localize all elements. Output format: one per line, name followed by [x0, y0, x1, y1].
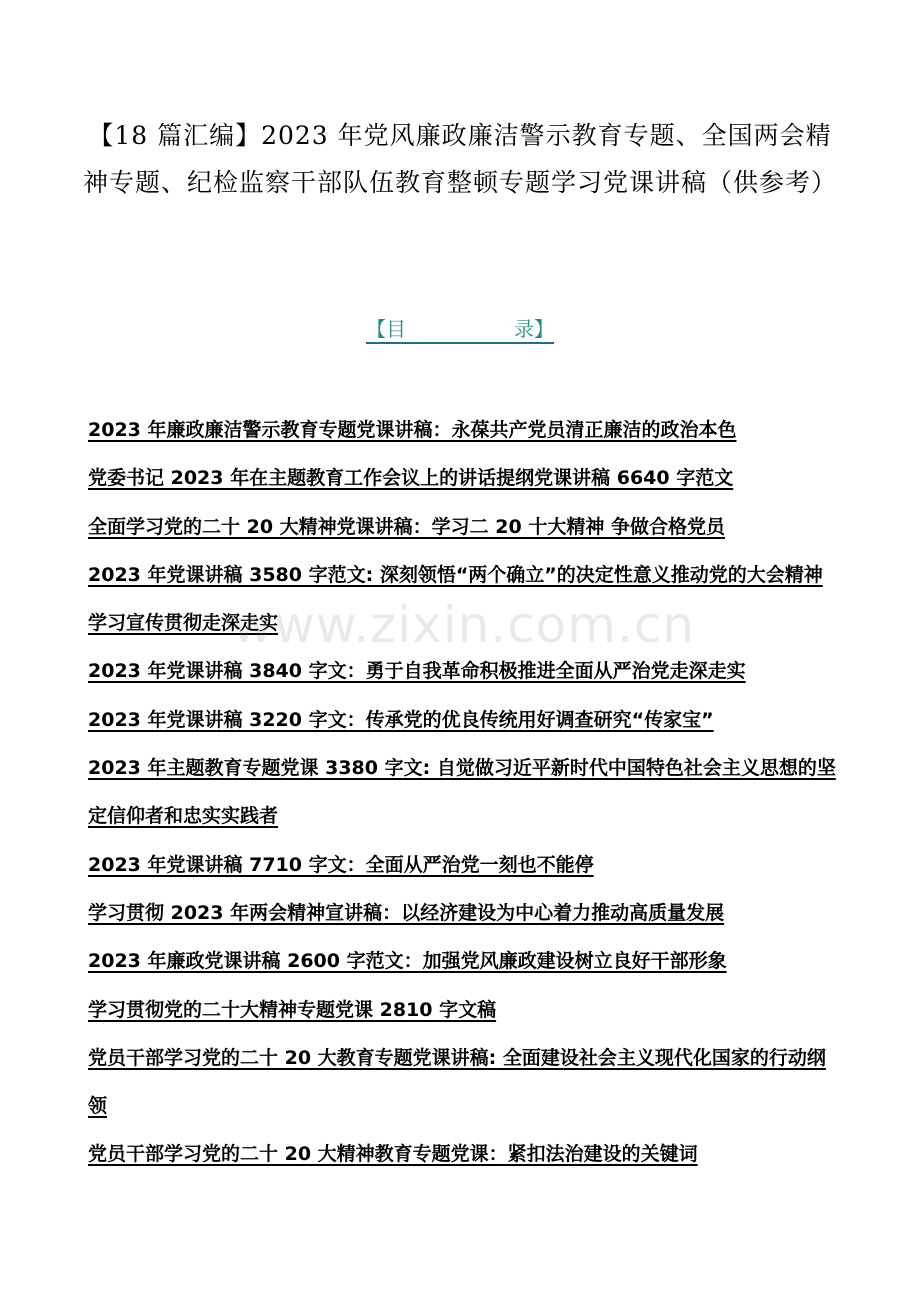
toc-item-9[interactable]: 学习贯彻 2023 年两会精神宣讲稿：以经济建设为中心着力推动高质量发展 — [88, 901, 725, 924]
toc-item-4[interactable]: 2023 年党课讲稿 3580 字范文: 深刻领悟“两个确立”的决定性意义推动党的大会精神学习宣传贯彻走深走实 — [88, 563, 823, 635]
toc-list — [88, 406, 840, 1179]
toc-item-12[interactable]: 党员干部学习党的二十 20 大教育专题党课讲稿: 全面建设社会主义现代化国家的行动纲领 — [88, 1046, 826, 1118]
toc-heading-left: 【目 — [366, 316, 406, 341]
toc-item-10[interactable]: 2023 年廉政党课讲稿 2600 字范文：加强党风廉政建设树立良好干部形象 — [88, 950, 727, 973]
toc-item-7[interactable]: 2023 年主题教育专题党课 3380 字文: 自觉做习近平新时代中国特色社会主义思想的坚定信仰者和忠实实践者 — [88, 757, 836, 828]
toc-item-2[interactable]: 党委书记 2023 年在主题教育工作会议上的讲话提纲党课讲稿 6640 字范文 — [88, 467, 734, 490]
toc-item-3[interactable]: 全面学习党的二十 20 大精神党课讲稿：学习二 20 十大精神 争做合格党员 — [88, 515, 725, 538]
document-title: 【18 篇汇编】2023 年党风廉政廉洁警示教育专题、全国两会精神专题、纪检监察干部队伍教育整顿专题学习党课讲稿（供参考） — [82, 121, 837, 197]
watermark: www.zixin.com.cn — [232, 596, 696, 654]
toc-item-8[interactable]: 2023 年党课讲稿 7710 字文：全面从严治党一刻也不能停 — [88, 853, 594, 876]
toc-item-1[interactable]: 2023 年廉政廉洁警示教育专题党课讲稿：永葆共产党员清正廉洁的政治本色 — [88, 419, 737, 441]
toc-item-5[interactable]: 2023 年党课讲稿 3840 字文：勇于自我革命积极推进全面从严治党走深走实 — [88, 660, 746, 683]
toc-item-11[interactable]: 学习贯彻党的二十大精神专题党课 2810 字文稿 — [88, 998, 497, 1021]
toc-item-13[interactable]: 党员干部学习党的二十 20 大精神教育专题党课：紧扣法治建设的关键词 — [88, 1143, 698, 1166]
toc-heading — [366, 314, 554, 344]
toc-item-6[interactable]: 2023 年党课讲稿 3220 字文：传承党的优良传统用好调查研究“传家宝” — [88, 708, 714, 731]
toc-heading-right: 录】 — [514, 316, 554, 341]
